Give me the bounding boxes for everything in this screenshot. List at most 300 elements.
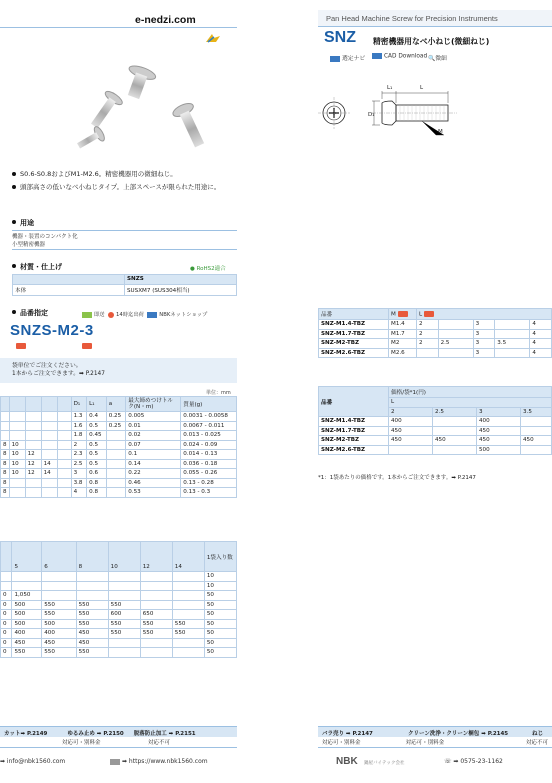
part-number: SNZ-M2-TBZ — [319, 339, 389, 349]
footer-email[interactable]: ➡ info@nbk1560.com — [0, 758, 66, 765]
category-bar: Pan Head Machine Screw for Precision Instruments — [318, 10, 552, 27]
price-cell — [172, 638, 204, 648]
part-number: SNZ-M1.4-TBZ — [319, 417, 389, 427]
feature-item: S0.6-S0.8およびM1-M2.6。精密機器用の微細ねじ。 — [12, 168, 240, 181]
order-note — [0, 358, 237, 383]
material-table — [12, 274, 237, 296]
price-cell: 550 — [140, 629, 172, 639]
tag-icon — [398, 311, 408, 317]
dim-cell: 0.0031 - 0.0058 — [181, 412, 237, 422]
price-cell — [433, 417, 477, 427]
dim-cell: 0.53 — [126, 488, 181, 498]
dim-cell — [57, 459, 71, 469]
product-title: SNZ — [324, 29, 356, 46]
dim-cell — [25, 421, 41, 431]
dim-cell — [57, 421, 71, 431]
footer-option-subs — [318, 737, 552, 747]
price-cell — [140, 638, 172, 648]
size-header: L — [419, 311, 423, 318]
dimension-drawing — [312, 75, 552, 150]
part-number: SNZ-M1.7-TBZ — [319, 329, 389, 339]
dim-cell — [25, 478, 41, 488]
dim-cell — [1, 421, 10, 431]
order-icon-label[interactable]: 14時迄出荷 — [115, 312, 144, 318]
size-l: 4 — [530, 329, 552, 339]
dim-L-label: L — [420, 85, 424, 91]
price-cell — [108, 581, 140, 591]
size-l: 3.5 — [495, 339, 530, 349]
feature-list — [12, 168, 240, 193]
dim-cell: 0.1 — [126, 450, 181, 460]
price-cell — [108, 638, 140, 648]
t2-l-value: 2.5 — [433, 407, 477, 417]
size-header: M — [391, 311, 396, 318]
footer-option[interactable]: バラ売り ➡ P.2147 — [322, 731, 373, 737]
price-cell: 450 — [76, 629, 108, 639]
brand-logo[interactable]: e-nedzi.com — [135, 14, 196, 26]
dim-cell: 0.055 - 0.26 — [181, 469, 237, 479]
price-row — [1, 629, 237, 639]
price-head-cell — [1, 542, 12, 572]
dim-cell: 10 — [9, 469, 25, 479]
price-header: 1袋入り数 — [204, 542, 236, 572]
nbk-logo-sub: 鍋屋バイテック会社 — [364, 761, 405, 766]
dim-cell: 12 — [25, 450, 41, 460]
use-line: 小型精密機器 — [12, 242, 46, 248]
price-qty: 50 — [204, 600, 236, 610]
code-tag-1 — [16, 342, 26, 349]
footer-phone-text[interactable]: 0575-23-1162 — [460, 758, 503, 765]
dim-header: L₁ — [87, 397, 107, 412]
price-qty: 50 — [204, 591, 236, 601]
size-row — [319, 348, 552, 358]
price-cell: 500 — [12, 610, 42, 620]
dim-cell: 1.8 — [71, 431, 87, 441]
dim-cell: 8 — [1, 478, 10, 488]
dim-cell: 8 — [1, 459, 10, 469]
size-l: 3 — [473, 339, 495, 349]
dim-cell: 0.0067 - 0.011 — [181, 421, 237, 431]
price-cell — [172, 600, 204, 610]
dim-D1-label: D₁ — [368, 112, 375, 118]
dim-cell — [57, 478, 71, 488]
dim-cell: 0.07 — [126, 440, 181, 450]
price-cell — [12, 572, 42, 582]
dim-cell — [41, 431, 57, 441]
price-row — [1, 648, 237, 658]
price-cell: 500 — [42, 619, 76, 629]
dim-cell: 0.024 - 0.09 — [181, 440, 237, 450]
price-qty: 10 — [204, 581, 236, 591]
dim-cell — [106, 478, 126, 488]
footer-option-sub: 対応可・別料金 — [62, 740, 101, 746]
price-cell — [76, 572, 108, 582]
price-row-right — [319, 426, 552, 436]
nav-selection[interactable] — [330, 53, 365, 62]
size-l — [438, 320, 473, 330]
price-cell: 550 — [172, 629, 204, 639]
dim-cell — [25, 440, 41, 450]
dim-cell — [9, 412, 25, 422]
unit-label: 単位：mm — [206, 390, 231, 396]
price-cell — [76, 591, 108, 601]
dim-cell: 0.01 — [126, 421, 181, 431]
size-l: 4 — [530, 348, 552, 358]
part-number: SNZ-M2-TBZ — [319, 436, 389, 446]
dim-cell: 10 — [9, 440, 25, 450]
dim-cell — [106, 488, 126, 498]
product-photo — [60, 60, 230, 165]
price-cell — [389, 445, 433, 455]
price-header: 12 — [140, 542, 172, 572]
dim-head-cell — [57, 397, 71, 412]
tag-icon — [82, 343, 92, 349]
truck-icon — [82, 312, 92, 318]
price-cell: 500 — [12, 600, 42, 610]
size-m: M1.4 — [389, 320, 417, 330]
dim-row — [1, 450, 237, 460]
size-l: 3 — [473, 348, 495, 358]
dim-cell: 1.6 — [71, 421, 87, 431]
t2-pn-header: 品番 — [319, 387, 389, 417]
dim-row — [1, 440, 237, 450]
code-tag-2 — [82, 342, 92, 349]
price-qty: 50 — [204, 610, 236, 620]
size-row — [319, 320, 552, 330]
part-number: SNZ-M1.4-TBZ — [319, 320, 389, 330]
price-cell — [140, 572, 172, 582]
price-row — [1, 572, 237, 582]
size-l — [495, 348, 530, 358]
footer-option-heads — [0, 727, 237, 737]
price-cell: 550 — [42, 648, 76, 658]
tag-icon — [16, 343, 26, 349]
material-heading: 材質・仕上げ — [12, 262, 62, 272]
footer-option-sub — [4, 738, 62, 746]
size-m: M1.7 — [389, 329, 417, 339]
price-row — [1, 600, 237, 610]
price-cell — [172, 581, 204, 591]
price-cell — [108, 648, 140, 658]
tag-icon — [424, 311, 434, 317]
price-footnote: *1：1袋あたりの価格です。1本からご注文できます。➡ P.2147 — [318, 475, 476, 481]
footer-url[interactable] — [110, 758, 208, 765]
price-cell: 500 — [477, 445, 521, 455]
price-cell — [12, 581, 42, 591]
dim-cell: 0.02 — [126, 431, 181, 441]
price-cell: 0 — [1, 648, 12, 658]
price-cell — [1, 572, 12, 582]
dim-cell — [57, 488, 71, 498]
dim-cell: 0.005 — [126, 412, 181, 422]
price-cell: 450 — [389, 436, 433, 446]
price-cell — [521, 426, 552, 436]
dim-cell: 0.5 — [87, 440, 107, 450]
dim-cell: 8 — [1, 450, 10, 460]
dim-cell: 4 — [71, 488, 87, 498]
price-table-right — [318, 386, 552, 455]
size-l — [495, 320, 530, 330]
price-cell — [521, 417, 552, 427]
note-line[interactable]: 1本からご注文できます。➡ P.2147 — [12, 371, 105, 377]
dim-head-cell — [1, 397, 10, 412]
size-l: 2.5 — [438, 339, 473, 349]
size-row — [319, 329, 552, 339]
price-cell — [42, 591, 76, 601]
t2-l-value: 3.5 — [521, 407, 552, 417]
size-l: 2 — [417, 329, 439, 339]
use-heading: 用途 — [12, 218, 34, 228]
price-cell: 550 — [76, 619, 108, 629]
price-cell: 400 — [389, 417, 433, 427]
footer-option-heads — [318, 727, 552, 737]
t2-l-value: 2 — [389, 407, 433, 417]
dim-cell: 0.014 - 0.13 — [181, 450, 237, 460]
price-cell: 550 — [76, 610, 108, 620]
nav-label[interactable]: 微細 — [435, 56, 447, 62]
dim-cell: 0.8 — [87, 488, 107, 498]
dim-cell: 0.036 - 0.18 — [181, 459, 237, 469]
price-cell: 0 — [1, 610, 12, 620]
price-cell: 550 — [12, 648, 42, 658]
price-cell — [172, 648, 204, 658]
price-table-left — [0, 541, 237, 658]
dim-cell: 0.22 — [126, 469, 181, 479]
size-l: 4 — [530, 320, 552, 330]
dim-cell — [9, 488, 25, 498]
dim-row — [1, 431, 237, 441]
use-box — [12, 230, 237, 250]
t2-L-header: L — [389, 398, 552, 408]
price-row-right — [319, 436, 552, 446]
dim-header: D₁ — [71, 397, 87, 412]
dim-cell: 0.25 — [106, 412, 126, 422]
dim-cell: 0.45 — [87, 431, 107, 441]
size-header: 品番 — [319, 309, 389, 320]
dim-cell — [9, 478, 25, 488]
price-cell: 450 — [433, 436, 477, 446]
dimension-table — [0, 396, 237, 498]
dim-cell — [57, 412, 71, 422]
price-row — [1, 591, 237, 601]
dim-cell — [41, 488, 57, 498]
price-cell: 0 — [1, 619, 12, 629]
dim-M-label: M — [438, 129, 443, 135]
dim-cell: 8 — [1, 488, 10, 498]
dim-cell: 2 — [71, 440, 87, 450]
price-header: 14 — [172, 542, 204, 572]
dim-cell: 0.13 - 0.3 — [181, 488, 237, 498]
price-qty: 50 — [204, 648, 236, 658]
size-l — [495, 329, 530, 339]
note-line: 袋単位でご注文ください。 — [12, 363, 82, 369]
price-cell: 550 — [76, 600, 108, 610]
dim-cell — [41, 450, 57, 460]
price-body-right — [319, 417, 552, 455]
dim-header: 質量(g) — [181, 397, 237, 412]
footer-option-sub: 対応可・別料金 — [322, 740, 361, 746]
clock-icon — [108, 312, 114, 318]
dim-cell: 0.5 — [87, 450, 107, 460]
price-cell: 500 — [12, 619, 42, 629]
price-header: 6 — [42, 542, 76, 572]
price-cell: 450 — [42, 638, 76, 648]
dim-cell: 0.46 — [126, 478, 181, 488]
dim-cell: 0.13 - 0.28 — [181, 478, 237, 488]
size-l: 2 — [417, 339, 439, 349]
dim-cell — [25, 431, 41, 441]
dim-cell: 2.3 — [71, 450, 87, 460]
material-row-value: SUSXM7 (SUS304相当) — [125, 284, 237, 295]
cad-icon — [372, 53, 382, 59]
price-qty: 50 — [204, 619, 236, 629]
price-qty: 50 — [204, 638, 236, 648]
nbk-logo[interactable]: NBK — [336, 756, 358, 767]
footer-option[interactable]: クリーン洗浄・クリーン梱包 ➡ P.2145 — [408, 731, 509, 737]
dim-cell — [106, 450, 126, 460]
size-l — [438, 329, 473, 339]
price-cell — [1, 581, 12, 591]
size-row — [319, 339, 552, 349]
rohs-icon: ● — [190, 266, 195, 272]
price-qty: 10 — [204, 572, 236, 582]
dim-cell — [25, 488, 41, 498]
part-number: SNZ-M1.7-TBZ — [319, 426, 389, 436]
product-subtitle: 精密機器用なべ小ねじ(微細ねじ) — [373, 37, 490, 46]
size-m: M2 — [389, 339, 417, 349]
dim-row — [1, 412, 237, 422]
price-cell: 550 — [108, 629, 140, 639]
price-cell: 0 — [1, 638, 12, 648]
footer-option-sub: 対応不可 — [148, 740, 171, 746]
dim-cell — [9, 421, 25, 431]
order-icons — [82, 310, 207, 318]
price-header: 10 — [108, 542, 140, 572]
search-icon: 🔍 — [428, 56, 436, 62]
price-cell: 600 — [108, 610, 140, 620]
dim-cell: 0.6 — [87, 469, 107, 479]
price-cell: 650 — [140, 610, 172, 620]
price-cell — [172, 572, 204, 582]
footer-option[interactable]: 脱落防止加工 ➡ P.2151 — [133, 731, 196, 737]
price-cell: 0 — [1, 600, 12, 610]
footer-option[interactable]: ゆるみ止め ➡ P.2150 — [67, 731, 124, 737]
size-l — [438, 348, 473, 358]
nav-cad[interactable] — [372, 53, 427, 60]
dim-L1-label: L₁ — [387, 85, 393, 91]
price-cell: 450 — [12, 638, 42, 648]
footer-phone[interactable] — [444, 758, 503, 765]
dim-cell — [57, 440, 71, 450]
dim-cell — [41, 421, 57, 431]
footer-url-text[interactable]: ➡ https://www.nbk1560.com — [122, 758, 208, 765]
t2-price-header: 価格/袋*1(円) — [389, 387, 552, 398]
price-cell — [42, 572, 76, 582]
footer-option[interactable]: ねじ — [532, 731, 544, 737]
dim-cell — [1, 412, 10, 422]
price-cell: 550 — [140, 619, 172, 629]
price-cell — [172, 591, 204, 601]
price-cell: 1,050 — [12, 591, 42, 601]
dim-cell: 10 — [9, 459, 25, 469]
nav-label[interactable]: 選定ナビ — [342, 56, 366, 62]
phone-icon: ☏ ➡ — [444, 758, 461, 765]
price-row — [1, 581, 237, 591]
dim-cell — [41, 412, 57, 422]
dim-cell: 0.14 — [126, 459, 181, 469]
order-icon-label[interactable]: NBKネットショップ — [159, 312, 208, 318]
price-cell: 450 — [389, 426, 433, 436]
size-l: 3 — [473, 320, 495, 330]
footer-options-left — [0, 726, 237, 748]
part-number: SNZ-M2.6-TBZ — [319, 348, 389, 358]
dim-cell: 0.5 — [87, 421, 107, 431]
price-cell: 550 — [108, 619, 140, 629]
size-m: M2.6 — [389, 348, 417, 358]
feature-item: 頭部高さの低いなべ小ねじタイプ。上部スペースが限られた用途に。 — [12, 181, 240, 194]
material-header: SNZS — [125, 275, 237, 285]
dim-cell: 0.25 — [106, 421, 126, 431]
dim-cell: 0.013 - 0.025 — [181, 431, 237, 441]
price-cell: 400 — [12, 629, 42, 639]
footer-options-right — [318, 726, 552, 748]
t2-l-value: 3 — [477, 407, 521, 417]
price-row-right — [319, 417, 552, 427]
price-header: 8 — [76, 542, 108, 572]
dim-row — [1, 459, 237, 469]
dim-cell: 14 — [41, 469, 57, 479]
price-cell — [433, 445, 477, 455]
dim-cell: 12 — [25, 459, 41, 469]
navi-icon — [330, 56, 340, 62]
nav-micro[interactable] — [428, 53, 447, 62]
dim-cell — [106, 440, 126, 450]
order-heading: 品番指定 — [12, 308, 48, 318]
dim-cell: 12 — [25, 469, 41, 479]
dim-cell: 2.5 — [71, 459, 87, 469]
use-line: 機器・装置のコンパクト化 — [12, 234, 78, 240]
price-cell — [140, 648, 172, 658]
part-number: SNZ-M2.6-TBZ — [319, 445, 389, 455]
dim-header: 最大締めつけトルク(N・m) — [126, 397, 181, 412]
price-cell: 0 — [1, 629, 12, 639]
shop-icon — [147, 312, 157, 318]
price-cell — [521, 445, 552, 455]
dim-row — [1, 488, 237, 498]
footer-option[interactable]: カット➡ P.2149 — [4, 731, 48, 737]
size-l: 4 — [530, 339, 552, 349]
dim-cell — [106, 431, 126, 441]
dim-cell — [41, 440, 57, 450]
dim-row — [1, 421, 237, 431]
price-row-right — [319, 445, 552, 455]
footer-option-subs — [0, 737, 237, 747]
material-row-label: 本体 — [13, 284, 125, 295]
dim-cell — [9, 431, 25, 441]
size-l: 2 — [417, 320, 439, 330]
dim-cell — [106, 459, 126, 469]
price-cell — [108, 572, 140, 582]
nav-label[interactable]: CAD Download — [384, 53, 428, 60]
footer-option-sub: 対応可・別料金 — [405, 740, 445, 746]
dim-cell — [106, 469, 126, 479]
price-qty: 50 — [204, 629, 236, 639]
order-icon-label[interactable]: 即送 — [94, 312, 105, 318]
dim-cell — [57, 469, 71, 479]
price-cell — [140, 591, 172, 601]
price-row — [1, 610, 237, 620]
size-header-m — [389, 309, 417, 320]
